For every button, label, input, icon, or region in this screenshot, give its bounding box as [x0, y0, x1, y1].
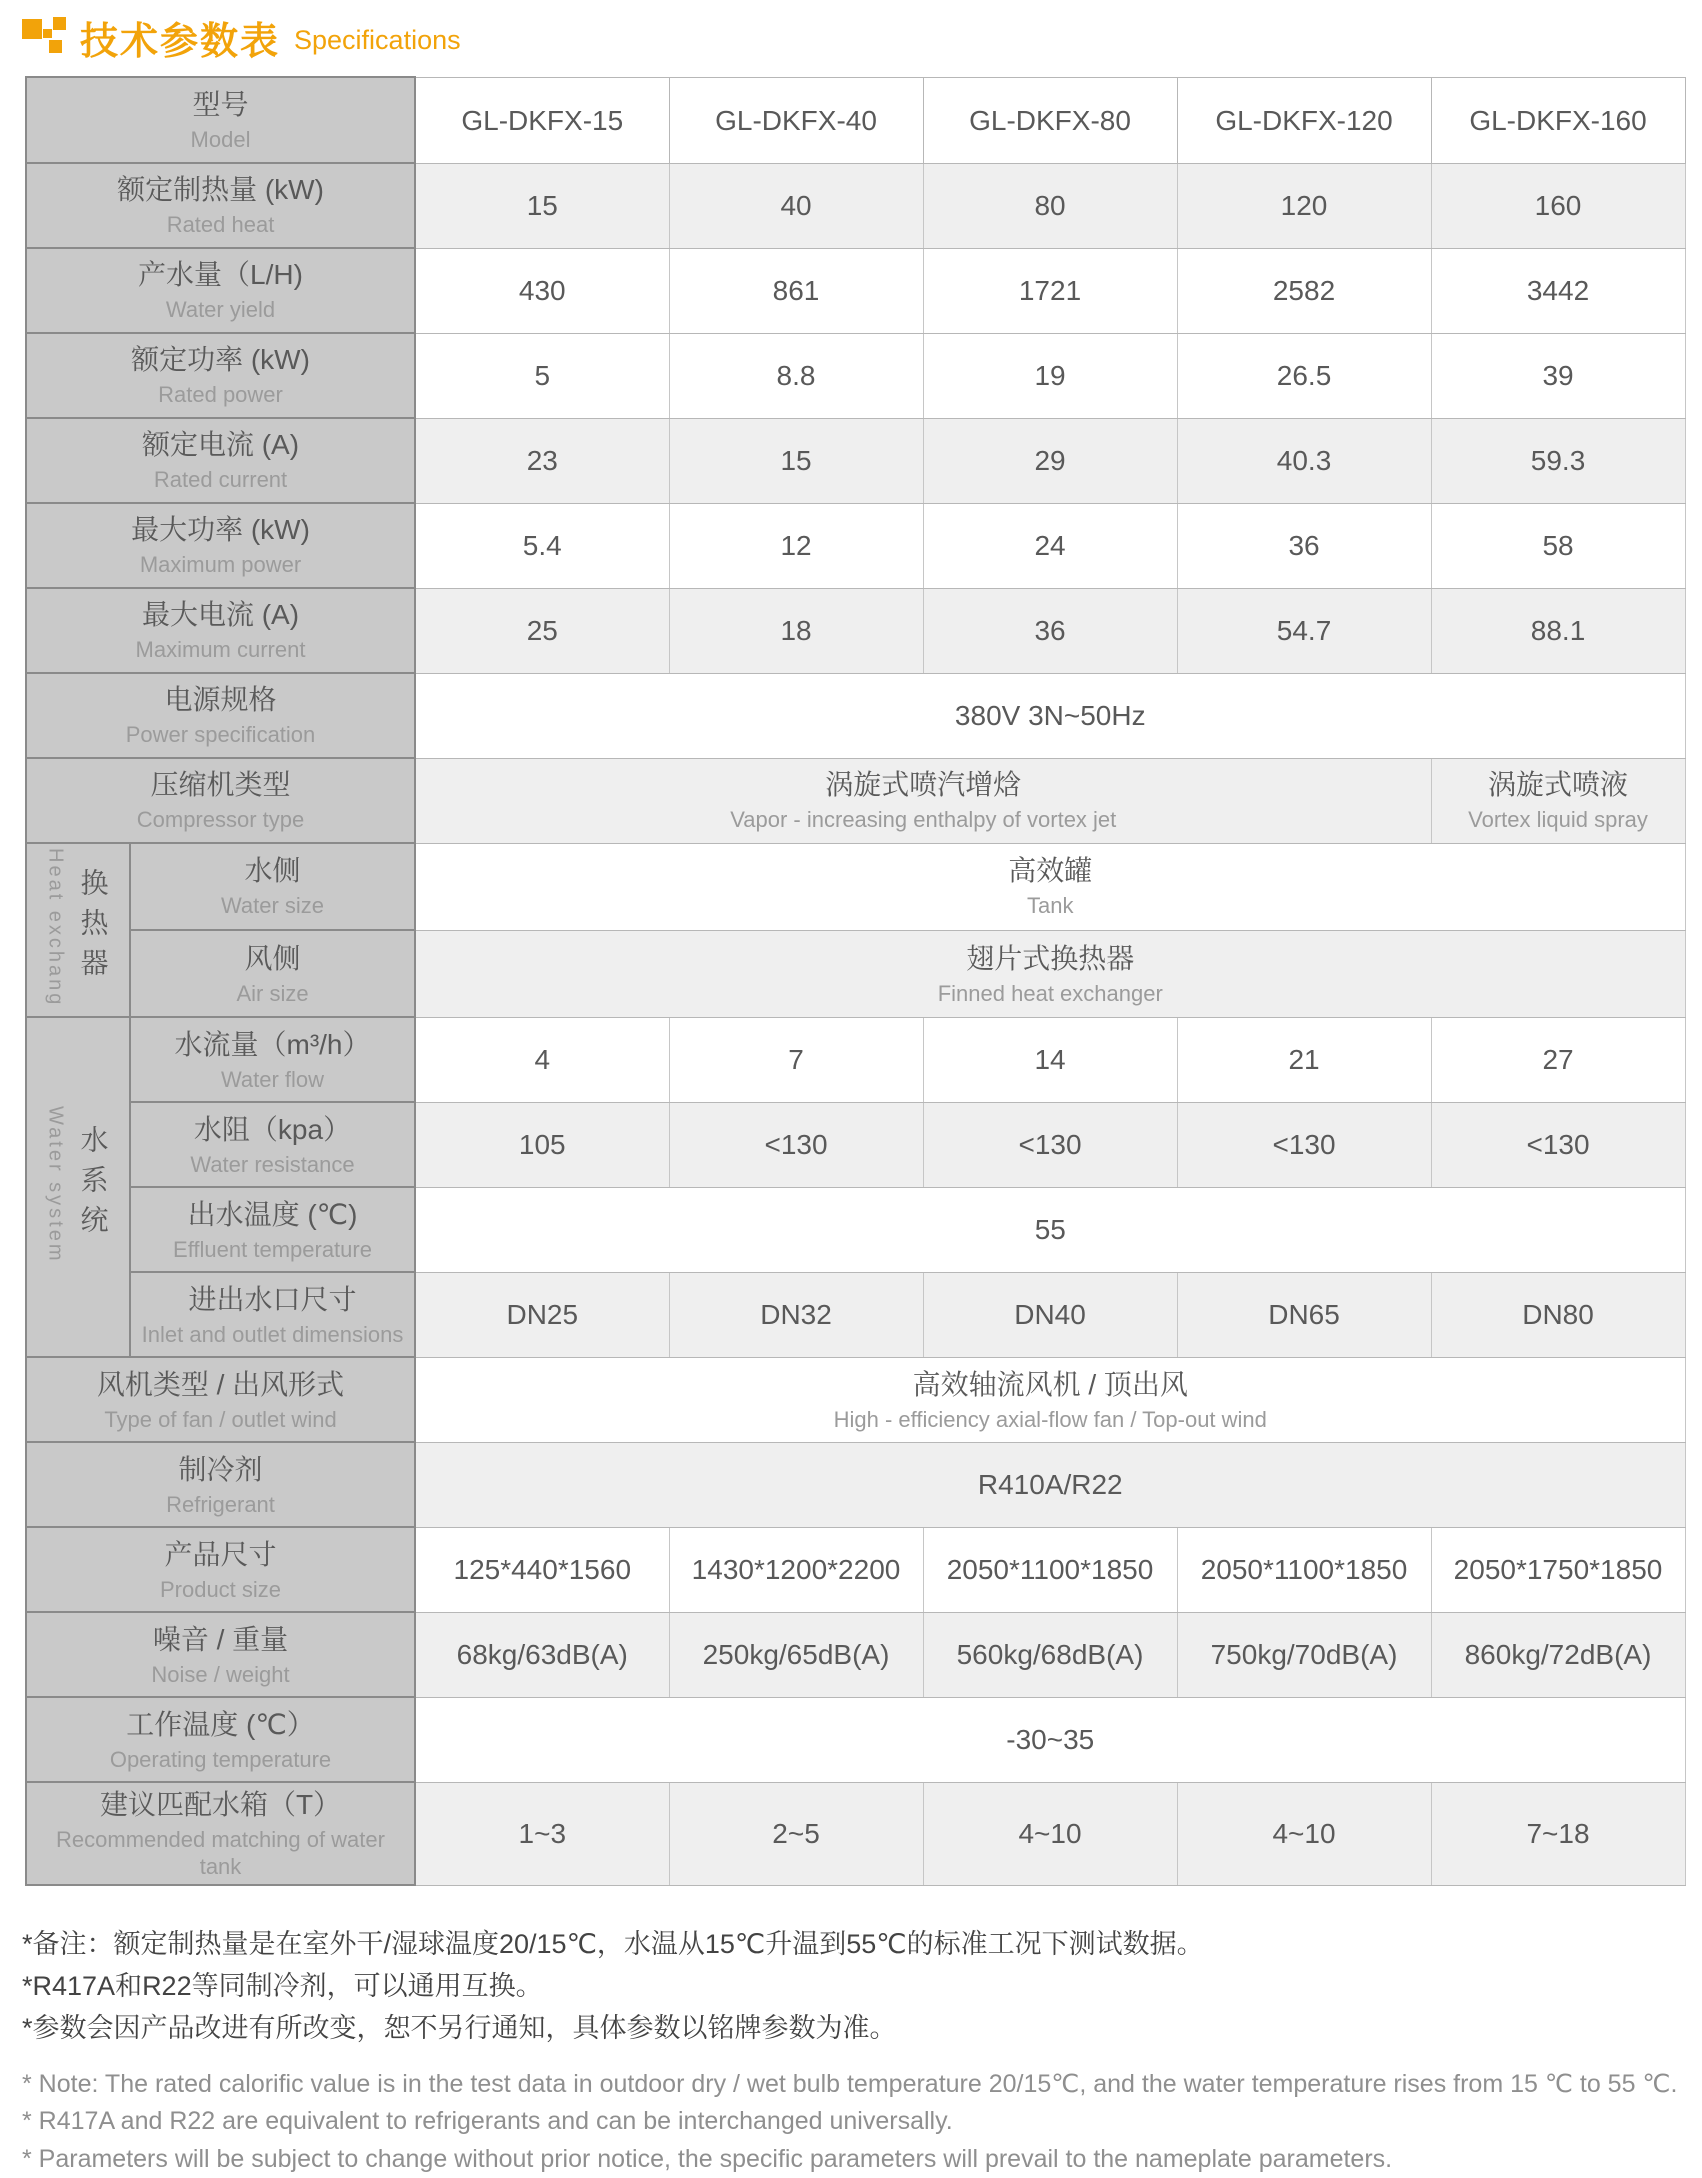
table-row-power-spec — [26, 673, 1685, 758]
row-label-rated-heat — [26, 163, 415, 248]
cell-inlet-outlet-5 — [1431, 1272, 1685, 1357]
cell-text-en: Refrigerant — [166, 1491, 275, 1517]
cell-rated-current-4 — [1177, 418, 1431, 503]
model-name: GL-DKFX-120 — [1215, 104, 1393, 136]
cell-text-zh: 55 — [1034, 1214, 1066, 1246]
table-row-air-side — [26, 930, 1685, 1017]
row-label-operating-temp — [26, 1697, 415, 1782]
cell-rated-current-2 — [669, 418, 923, 503]
row-label-max-current — [26, 588, 415, 673]
cell-value: 120 — [1280, 190, 1328, 221]
cell-value: DN25 — [506, 1299, 579, 1331]
row-label-refrigerant — [26, 1442, 415, 1527]
table-row-effluent-temp — [26, 1187, 1685, 1272]
cell-rated-power-4 — [1177, 333, 1431, 418]
footnote-zh-3: *参数会因产品改进有所改变，恕不另行通知，具体参数以铭牌参数为准。 — [22, 2012, 897, 2043]
cell-max-power-3 — [923, 503, 1177, 588]
cell-text-zh: 电源规格 — [164, 684, 277, 716]
cell-text-zh: 制冷剂 — [178, 1453, 263, 1485]
cell-compressor-type-left — [415, 758, 1431, 843]
squares-icon — [22, 17, 68, 57]
cell-noise-weight-4 — [1177, 1612, 1431, 1697]
table-row-water-flow — [26, 1017, 1685, 1102]
cell-noise-weight-5 — [1431, 1612, 1685, 1697]
cell-max-current-3 — [923, 588, 1177, 673]
cell-text-zh: 进出水口尺寸 — [188, 1283, 357, 1315]
group-label-text — [44, 848, 113, 1007]
cell-value: 125*440*1560 — [453, 1554, 632, 1586]
table-row-fan-type — [26, 1357, 1685, 1442]
cell-text-zh: 额定电流 (A) — [141, 429, 300, 461]
model-name: GL-DKFX-80 — [969, 104, 1131, 136]
group-label-en: Water system — [44, 1106, 67, 1264]
cell-value: 15 — [780, 445, 812, 476]
row-label-product-size — [26, 1527, 415, 1612]
cell-text-en: Rated power — [158, 382, 283, 408]
squares-icon-part — [22, 19, 42, 39]
table-row-water-tank — [26, 1782, 1685, 1885]
cell-rated-power-5 — [1431, 333, 1685, 418]
cell-max-current-4 — [1177, 588, 1431, 673]
footnote-en-2: * R417A and R22 are equivalent to refrigerants and can be interchanged universally. — [22, 2107, 953, 2136]
cell-rated-current-3 — [923, 418, 1177, 503]
cell-water-tank-3 — [923, 1782, 1177, 1885]
cell-text-zh: 出水温度 (℃) — [187, 1198, 358, 1230]
cell-noise-weight-3 — [923, 1612, 1177, 1697]
model-name: GL-DKFX-40 — [715, 104, 877, 136]
squares-icon-part — [43, 29, 52, 38]
cell-rated-heat-4 — [1177, 163, 1431, 248]
cell-text-en: Model — [190, 126, 251, 152]
cell-text-en: Product size — [159, 1576, 282, 1602]
cell-value: 23 — [526, 445, 558, 476]
cell-max-power-2 — [669, 503, 923, 588]
model-header-4 — [1177, 77, 1431, 163]
row-label-noise-weight — [26, 1612, 415, 1697]
cell-value: <130 — [1526, 1129, 1590, 1161]
cell-water-yield-5 — [1431, 248, 1685, 333]
footnote-en-1: * Note: The rated calorific value is in the test data in outdoor dry / wet bulb temperature 20/15℃, and the water temperature rises from 15 ℃ to 55 ℃. — [22, 2069, 1678, 2098]
cell-text-zh: 最大功率 (kW) — [131, 514, 310, 546]
cell-value: 40.3 — [1276, 445, 1332, 476]
cell-rated-heat-2 — [669, 163, 923, 248]
cell-text-zh: 噪音 / 重量 — [152, 1623, 289, 1655]
cell-max-current-2 — [669, 588, 923, 673]
cell-compressor-type-right — [1431, 758, 1685, 843]
cell-text-zh: 产品尺寸 — [164, 1538, 277, 1570]
cell-value: DN65 — [1268, 1299, 1340, 1331]
table-row-operating-temp — [26, 1697, 1685, 1782]
table-row-water-resistance — [26, 1102, 1685, 1187]
cell-value: 25 — [526, 615, 558, 646]
cell-text-zh: 高效轴流风机 / 顶出风 — [912, 1368, 1188, 1400]
footnote-zh-1: *备注：额定制热量是在室外干/湿球温度20/15℃，水温从15℃升温到55℃的标准工况下测试数据。 — [22, 1929, 1204, 1960]
row-label-water-resistance — [130, 1102, 415, 1187]
cell-value: 105 — [518, 1129, 566, 1161]
cell-rated-current-5 — [1431, 418, 1685, 503]
page-title-zh: 技术参数表 — [80, 20, 281, 63]
cell-max-current-5 — [1431, 588, 1685, 673]
cell-water-flow-5 — [1431, 1017, 1685, 1102]
cell-text-zh: 型号 — [192, 88, 249, 120]
cell-text-en: Effluent temperature — [173, 1236, 372, 1262]
cell-text-en: Water yield — [165, 297, 276, 323]
footnote-en-3: * Parameters will be subject to change without prior notice, the specific parameters will prevail to the nameplate parameters. — [22, 2144, 1393, 2173]
cell-water-resistance-5 — [1431, 1102, 1685, 1187]
cell-text-zh: 水侧 — [244, 855, 301, 887]
footnote-gap — [22, 2050, 1702, 2066]
cell-water-flow-2 — [669, 1017, 923, 1102]
cell-text-zh: 高效罐 — [1008, 855, 1093, 887]
cell-value: 8.8 — [776, 360, 816, 391]
table-row-refrigerant — [26, 1442, 1685, 1527]
cell-text-zh: 工作温度 (℃） — [126, 1708, 315, 1740]
cell-text-zh: 水阻（kpa） — [193, 1113, 352, 1145]
cell-value: 26.5 — [1276, 360, 1332, 391]
cell-max-power-4 — [1177, 503, 1431, 588]
cell-text-zh: 380V 3N~50Hz — [954, 700, 1146, 731]
cell-air-side-span — [415, 930, 1685, 1017]
cell-text-zh: 产水量（L/H) — [138, 259, 303, 291]
cell-product-size-3 — [923, 1527, 1177, 1612]
page-root — [0, 14, 1702, 2173]
cell-effluent-temp-span — [415, 1187, 1685, 1272]
model-corner-cell — [26, 77, 415, 163]
model-header-5 — [1431, 77, 1685, 163]
cell-text-en: Water resistance — [190, 1151, 355, 1177]
table-row-max-current — [26, 588, 1685, 673]
cell-value: 4~10 — [1272, 1818, 1336, 1850]
table-row-rated-heat — [26, 163, 1685, 248]
row-label-rated-current — [26, 418, 415, 503]
cell-fan-type-span — [415, 1357, 1685, 1442]
cell-value: <130 — [1018, 1129, 1082, 1161]
cell-text-en: Maximum current — [135, 637, 306, 663]
cell-value: <130 — [764, 1129, 828, 1161]
cell-value: 4 — [534, 1044, 551, 1076]
cell-water-tank-5 — [1431, 1782, 1685, 1885]
cell-water-flow-3 — [923, 1017, 1177, 1102]
cell-text-zh: 额定功率 (kW) — [131, 344, 310, 376]
cell-value: 59.3 — [1530, 445, 1586, 476]
cell-value: 80 — [1034, 190, 1066, 221]
page-title-en: Specifications — [294, 24, 461, 55]
table-row-product-size — [26, 1527, 1685, 1612]
cell-text-zh: 压缩机类型 — [150, 769, 291, 801]
cell-value: 21 — [1288, 1044, 1320, 1076]
cell-water-tank-2 — [669, 1782, 923, 1885]
cell-value: 5 — [534, 360, 551, 391]
spec-table-wrap — [25, 76, 1702, 1886]
cell-text-zh: 涡旋式喷汽增焓 — [825, 769, 1022, 801]
spec-table — [25, 76, 1686, 1886]
row-label-inlet-outlet — [130, 1272, 415, 1357]
cell-value: 860kg/72dB(A) — [1464, 1639, 1652, 1671]
cell-rated-heat-5 — [1431, 163, 1685, 248]
cell-text-en: Maximum power — [139, 552, 302, 578]
cell-value: 24 — [1034, 530, 1066, 561]
cell-value: 560kg/68dB(A) — [956, 1639, 1144, 1671]
row-label-effluent-temp — [130, 1187, 415, 1272]
cell-text-en: Inlet and outlet dimensions — [141, 1321, 404, 1347]
cell-water-resistance-3 — [923, 1102, 1177, 1187]
page-header — [22, 14, 1702, 63]
cell-value: 18 — [780, 615, 812, 646]
cell-value: 430 — [518, 275, 566, 306]
row-label-max-power — [26, 503, 415, 588]
cell-value: 1~3 — [518, 1818, 567, 1850]
cell-value: 58 — [1542, 530, 1574, 561]
cell-text-en: Water flow — [220, 1066, 325, 1092]
cell-value: 3442 — [1526, 275, 1590, 306]
cell-value: 39 — [1542, 360, 1574, 391]
cell-value: 7 — [788, 1044, 804, 1076]
cell-value: 14 — [1034, 1044, 1066, 1076]
group-label-heat-exchanger — [26, 843, 130, 1017]
cell-max-power-5 — [1431, 503, 1685, 588]
cell-operating-temp-span — [415, 1697, 1685, 1782]
cell-text-zh: 水流量（m³/h） — [174, 1028, 371, 1060]
cell-value: 36 — [1034, 615, 1066, 646]
cell-inlet-outlet-4 — [1177, 1272, 1431, 1357]
row-label-water-yield — [26, 248, 415, 333]
cell-value: 27 — [1542, 1044, 1574, 1076]
table-row-compressor-type — [26, 758, 1685, 843]
cell-value: 4~10 — [1018, 1818, 1082, 1850]
row-label-fan-type — [26, 1357, 415, 1442]
cell-text-zh: 最大电流 (A) — [141, 599, 300, 631]
footnotes — [22, 1924, 1702, 2178]
table-row-noise-weight — [26, 1612, 1685, 1697]
cell-value: 29 — [1034, 445, 1066, 476]
cell-water-resistance-4 — [1177, 1102, 1431, 1187]
cell-rated-heat-3 — [923, 163, 1177, 248]
cell-value: DN32 — [760, 1299, 832, 1331]
cell-rated-current-1 — [415, 418, 669, 503]
group-label-text — [44, 1106, 113, 1264]
group-label-zh: 水系统 — [77, 1124, 109, 1245]
cell-value: <130 — [1272, 1129, 1336, 1161]
cell-text-en: Recommended matching of water tank — [56, 1827, 385, 1879]
cell-value: 1430*1200*2200 — [691, 1554, 901, 1586]
model-header-3 — [923, 77, 1177, 163]
row-label-air-side — [130, 930, 415, 1017]
cell-text-en: Rated current — [153, 467, 288, 493]
cell-value: 15 — [526, 190, 558, 221]
group-label-en: Heat exchang — [44, 848, 67, 1008]
cell-rated-heat-1 — [415, 163, 669, 248]
cell-max-current-1 — [415, 588, 669, 673]
cell-max-power-1 — [415, 503, 669, 588]
cell-value: 1721 — [1018, 275, 1082, 306]
row-label-water-tank — [26, 1782, 415, 1885]
cell-water-resistance-1 — [415, 1102, 669, 1187]
cell-product-size-2 — [669, 1527, 923, 1612]
group-label-zh: 换热器 — [77, 867, 109, 988]
row-label-compressor-type — [26, 758, 415, 843]
cell-water-flow-1 — [415, 1017, 669, 1102]
cell-text-en: Finned heat exchanger — [937, 980, 1163, 1006]
cell-rated-power-2 — [669, 333, 923, 418]
cell-water-tank-1 — [415, 1782, 669, 1885]
cell-value: 2050*1100*1850 — [1200, 1554, 1408, 1586]
table-row-water-side — [26, 843, 1685, 930]
cell-text-zh: 风机类型 / 出风形式 — [96, 1368, 345, 1400]
cell-value: 750kg/70dB(A) — [1210, 1639, 1398, 1671]
model-name: GL-DKFX-15 — [461, 104, 624, 136]
row-label-rated-power — [26, 333, 415, 418]
cell-value: 68kg/63dB(A) — [456, 1639, 628, 1671]
cell-product-size-5 — [1431, 1527, 1685, 1612]
squares-icon-part — [49, 40, 62, 53]
cell-text-en: High - efficiency axial-flow fan / Top-out wind — [833, 1406, 1267, 1432]
cell-value: 861 — [772, 275, 820, 306]
cell-value: 5.4 — [522, 530, 562, 561]
cell-value: 19 — [1034, 360, 1066, 391]
model-header-row — [26, 77, 1685, 163]
cell-product-size-4 — [1177, 1527, 1431, 1612]
cell-water-side-span — [415, 843, 1685, 930]
cell-value: 36 — [1288, 530, 1320, 561]
cell-text-en: Tank — [1027, 893, 1074, 919]
cell-water-yield-4 — [1177, 248, 1431, 333]
footnote-zh-2: *R417A和R22等同制冷剂，可以通用互换。 — [22, 1971, 543, 2002]
table-row-inlet-outlet — [26, 1272, 1685, 1357]
cell-text-zh: 风侧 — [244, 942, 301, 974]
cell-text-en: Type of fan / outlet wind — [104, 1406, 337, 1432]
cell-water-yield-3 — [923, 248, 1177, 333]
cell-value: 54.7 — [1276, 615, 1332, 646]
cell-inlet-outlet-2 — [669, 1272, 923, 1357]
row-label-water-side — [130, 843, 415, 930]
cell-text-en: Operating temperature — [109, 1746, 332, 1772]
cell-text-zh: -30~35 — [1006, 1724, 1095, 1756]
model-header-1 — [415, 77, 669, 163]
cell-text-en: Compressor type — [136, 807, 305, 833]
cell-value: 12 — [780, 530, 812, 561]
cell-water-yield-2 — [669, 248, 923, 333]
cell-value: 160 — [1534, 190, 1582, 221]
row-label-power-spec — [26, 673, 415, 758]
table-row-rated-current — [26, 418, 1685, 503]
cell-text-zh: 额定制热量 (kW) — [117, 174, 324, 206]
cell-text-en: Rated heat — [166, 212, 275, 238]
cell-value: DN40 — [1014, 1299, 1086, 1331]
cell-text-en: Vortex liquid spray — [1468, 807, 1648, 833]
cell-value: 250kg/65dB(A) — [702, 1639, 890, 1671]
cell-text-en: Vapor - increasing enthalpy of vortex jet — [730, 807, 1117, 833]
cell-rated-power-3 — [923, 333, 1177, 418]
cell-text-en: Water size — [220, 893, 325, 919]
cell-water-resistance-2 — [669, 1102, 923, 1187]
cell-rated-power-1 — [415, 333, 669, 418]
cell-text-en: Noise / weight — [151, 1661, 290, 1687]
table-row-water-yield — [26, 248, 1685, 333]
cell-text-en: Power specification — [125, 722, 316, 748]
cell-value: 40 — [780, 190, 812, 221]
cell-value: 7~18 — [1526, 1818, 1590, 1850]
cell-water-flow-4 — [1177, 1017, 1431, 1102]
cell-value: DN80 — [1522, 1299, 1594, 1331]
cell-noise-weight-2 — [669, 1612, 923, 1697]
cell-text-zh: 建议匹配水箱（T） — [99, 1789, 342, 1821]
cell-value: 2582 — [1272, 275, 1336, 306]
cell-text-zh: 翅片式换热器 — [966, 942, 1135, 974]
cell-product-size-1 — [415, 1527, 669, 1612]
cell-refrigerant-span — [415, 1442, 1685, 1527]
cell-inlet-outlet-1 — [415, 1272, 669, 1357]
model-header-2 — [669, 77, 923, 163]
cell-water-tank-4 — [1177, 1782, 1431, 1885]
squares-icon-part — [53, 17, 66, 30]
cell-noise-weight-1 — [415, 1612, 669, 1697]
cell-inlet-outlet-3 — [923, 1272, 1177, 1357]
group-label-water-system — [26, 1017, 130, 1357]
row-label-water-flow — [130, 1017, 415, 1102]
cell-power-spec-span — [415, 673, 1685, 758]
model-name: GL-DKFX-160 — [1469, 104, 1647, 136]
table-row-rated-power — [26, 333, 1685, 418]
cell-text-en: Air size — [236, 980, 309, 1006]
cell-value: 2050*1750*1850 — [1453, 1554, 1663, 1586]
cell-value: 2~5 — [772, 1818, 820, 1850]
table-row-max-power — [26, 503, 1685, 588]
cell-value: 88.1 — [1530, 615, 1586, 646]
cell-value: 2050*1100*1850 — [946, 1554, 1154, 1586]
cell-text-zh: 涡旋式喷液 — [1488, 769, 1629, 801]
cell-water-yield-1 — [415, 248, 669, 333]
cell-text-zh: R410A/R22 — [977, 1469, 1123, 1501]
